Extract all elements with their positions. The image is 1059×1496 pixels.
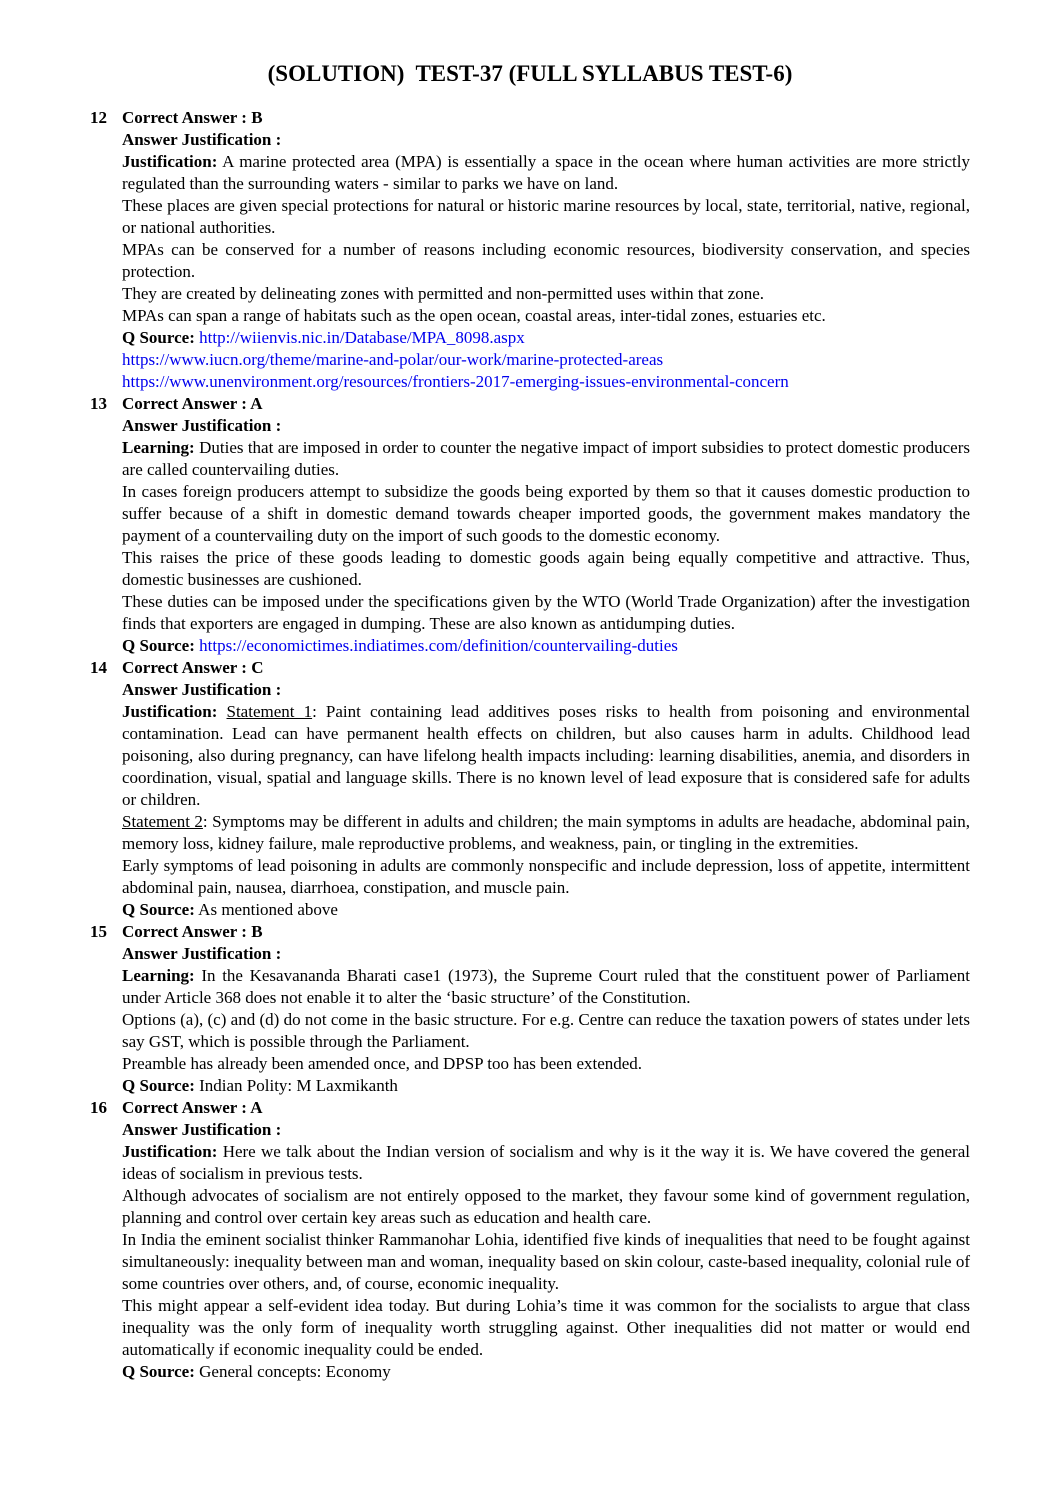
solution-item [90, 1097, 970, 1383]
answer-justification-heading: Answer Justification : [122, 944, 282, 963]
paragraph-text: In cases foreign producers attempt to subsidize the goods being exported by them so that it causes domestic production to suffer because of a shift in domestic demand towards cheaper imported goods, the government makes mandatory the payment of a countervailing duty on the import of such goods to the domestic economy. [122, 482, 970, 545]
justification-paragraph [122, 1229, 970, 1295]
answer-justification-heading: Answer Justification : [122, 1120, 282, 1139]
source-link[interactable]: https://www.unenvironment.org/resources/frontiers-2017-emerging-issues-environmental-concern [122, 372, 789, 391]
paragraph-text: Preamble has already been amended once, and DPSP too has been extended. [122, 1054, 643, 1073]
correct-answer-line: Correct Answer : C [122, 658, 264, 677]
paragraph-text: These duties can be imposed under the specifications given by the WTO (World Trade Organization) after the investigation finds that exporters are engaged in dumping. These are also known as antidumping duties. [122, 592, 970, 633]
source-link[interactable]: https://economictimes.indiatimes.com/definition/countervailing-duties [199, 636, 678, 655]
paragraph-text: Here we talk about the Indian version of socialism and why is it the way it is. We have covered the general ideas of socialism in previous tests. [122, 1142, 970, 1183]
paragraph-text: These places are given special protections for natural or historic marine resources by local, state, territorial, native, regional, or national authorities. [122, 196, 970, 237]
solution-item [90, 107, 970, 393]
question-number: 15 [90, 922, 107, 941]
justification-paragraph [122, 855, 970, 899]
question-number: 14 [90, 658, 107, 677]
source-link[interactable]: http://wiienvis.nic.in/Database/MPA_8098.aspx [199, 328, 525, 347]
paragraph-text: : Symptoms may be different in adults and children; the main symptoms in adults are headache, abdominal pain, memory loss, kidney failure, male reproductive problems, and weakness, pain, or tingling in the extremities. [122, 812, 970, 853]
correct-answer-line: Correct Answer : B [122, 922, 263, 941]
justification-paragraph [122, 327, 970, 349]
paragraph-text: : Paint containing lead additives poses risks to health from poisoning and environmental contamination. Lead can have permanent health effects on children, but also causes harm in adults. Childhood lead poisoning, also during pregnancy, can have lifelong health impacts including: learning disabilities, anemia, and disorders in coordination, visual, spatial and language skills. There is no known level of lead exposure that is considered safe for adults or children. [122, 702, 970, 809]
justification-paragraph [122, 965, 970, 1009]
statement-ref: Statement 2 [122, 812, 203, 831]
justification-paragraph [122, 899, 970, 921]
solution-item-body [122, 657, 970, 921]
justification-paragraph [122, 283, 970, 305]
justification-paragraph [122, 195, 970, 239]
justification-paragraph [122, 1009, 970, 1053]
paragraph-text [217, 702, 226, 721]
paragraph-text: Duties that are imposed in order to counter the negative impact of import subsidies to protect domestic producers are called countervailing duties. [122, 438, 970, 479]
paragraph-label: Justification: [122, 152, 218, 171]
justification-paragraph [122, 1141, 970, 1185]
question-number: 16 [90, 1098, 107, 1117]
paragraph-label: Learning: [122, 966, 195, 985]
paragraph-text: MPAs can be conserved for a number of reasons including economic resources, biodiversity conservation, and species protection. [122, 240, 970, 281]
justification-paragraph [122, 1053, 970, 1075]
question-number: 12 [90, 108, 107, 127]
justification-paragraph [122, 371, 970, 393]
paragraph-text: Options (a), (c) and (d) do not come in the basic structure. For e.g. Centre can reduce the taxation powers of states under lets say GST, which is possible through the Parliament. [122, 1010, 970, 1051]
justification-paragraph [122, 811, 970, 855]
paragraph-text: They are created by delineating zones with permitted and non-permitted uses within that zone. [122, 284, 765, 303]
justification-paragraph [122, 1295, 970, 1361]
solution-item [90, 657, 970, 921]
justification-paragraph [122, 701, 970, 811]
paragraph-label: Q Source: [122, 328, 195, 347]
correct-answer-line: Correct Answer : B [122, 108, 263, 127]
paragraph-label: Q Source: [122, 900, 195, 919]
justification-paragraph [122, 1185, 970, 1229]
justification-paragraph [122, 239, 970, 283]
paragraph-text: As mentioned above [194, 900, 338, 919]
justification-paragraph [122, 481, 970, 547]
correct-answer-line: Correct Answer : A [122, 394, 263, 413]
paragraph-text: MPAs can span a range of habitats such as the open ocean, coastal areas, inter-tidal zones, estuaries etc. [122, 306, 826, 325]
justification-paragraph [122, 547, 970, 591]
paragraph-label: Q Source: [122, 1076, 195, 1095]
answer-justification-heading: Answer Justification : [122, 416, 282, 435]
answer-justification-heading: Answer Justification : [122, 680, 282, 699]
solution-item-body [122, 1097, 970, 1383]
source-link[interactable]: https://www.iucn.org/theme/marine-and-polar/our-work/marine-protected-areas [122, 350, 664, 369]
paragraph-label: Justification: [122, 702, 218, 721]
paragraph-text: In the Kesavananda Bharati case1 (1973), the Supreme Court ruled that the constituent power of Parliament under Article 368 does not enable it to alter the ‘basic structure’ of the Constitution. [122, 966, 970, 1007]
justification-paragraph [122, 591, 970, 635]
paragraph-text: This raises the price of these goods leading to domestic goods again being equally competitive and attractive. Thus, domestic businesses are cushioned. [122, 548, 970, 589]
justification-paragraph [122, 437, 970, 481]
statement-ref: Statement 1 [226, 702, 313, 721]
solution-item [90, 393, 970, 657]
paragraph-label: Q Source: [122, 636, 195, 655]
page-title: (SOLUTION) TEST-37 (FULL SYLLABUS TEST-6) [267, 61, 793, 86]
paragraph-text: Early symptoms of lead poisoning in adults are commonly nonspecific and include depression, loss of appetite, intermittent abdominal pain, nausea, diarrhoea, constipation, and muscle pain. [122, 856, 970, 897]
paragraph-text: General concepts: Economy [194, 1362, 391, 1381]
solution-item-body [122, 393, 970, 657]
solution-item-body [122, 107, 970, 393]
answer-justification-heading: Answer Justification : [122, 130, 282, 149]
paragraph-label: Justification: [122, 1142, 218, 1161]
justification-paragraph [122, 1075, 970, 1097]
correct-answer-line: Correct Answer : A [122, 1098, 263, 1117]
justification-paragraph [122, 151, 970, 195]
solution-item [90, 921, 970, 1097]
paragraph-text: A marine protected area (MPA) is essentially a space in the ocean where human activities are more strictly regulated than the surrounding waters - similar to parks we have on land. [122, 152, 970, 193]
solutions-list [90, 107, 970, 1383]
paragraph-text: Although advocates of socialism are not entirely opposed to the market, they favour some kind of government regulation, planning and control over certain key areas such as education and health care. [122, 1186, 970, 1227]
justification-paragraph [122, 349, 970, 371]
paragraph-label: Q Source: [122, 1362, 195, 1381]
solution-item-body [122, 921, 970, 1097]
paragraph-text: Indian Polity: M Laxmikanth [194, 1076, 398, 1095]
paragraph-text: In India the eminent socialist thinker Rammanohar Lohia, identified five kinds of inequalities that need to be fought against simultaneously: inequality between man and woman, inequality based on skin colour, caste-based inequality, colonial rule of some countries over others, and, of course, economic inequality. [122, 1230, 970, 1293]
justification-paragraph [122, 1361, 970, 1383]
paragraph-text: This might appear a self-evident idea today. But during Lohia’s time it was common for the socialists to argue that class inequality was the only form of inequality worth struggling against. Other inequalities did not matter or would end automatically if economic inequality could be ended. [122, 1296, 970, 1359]
justification-paragraph [122, 305, 970, 327]
justification-paragraph [122, 635, 970, 657]
question-number: 13 [90, 394, 107, 413]
paragraph-label: Learning: [122, 438, 195, 457]
